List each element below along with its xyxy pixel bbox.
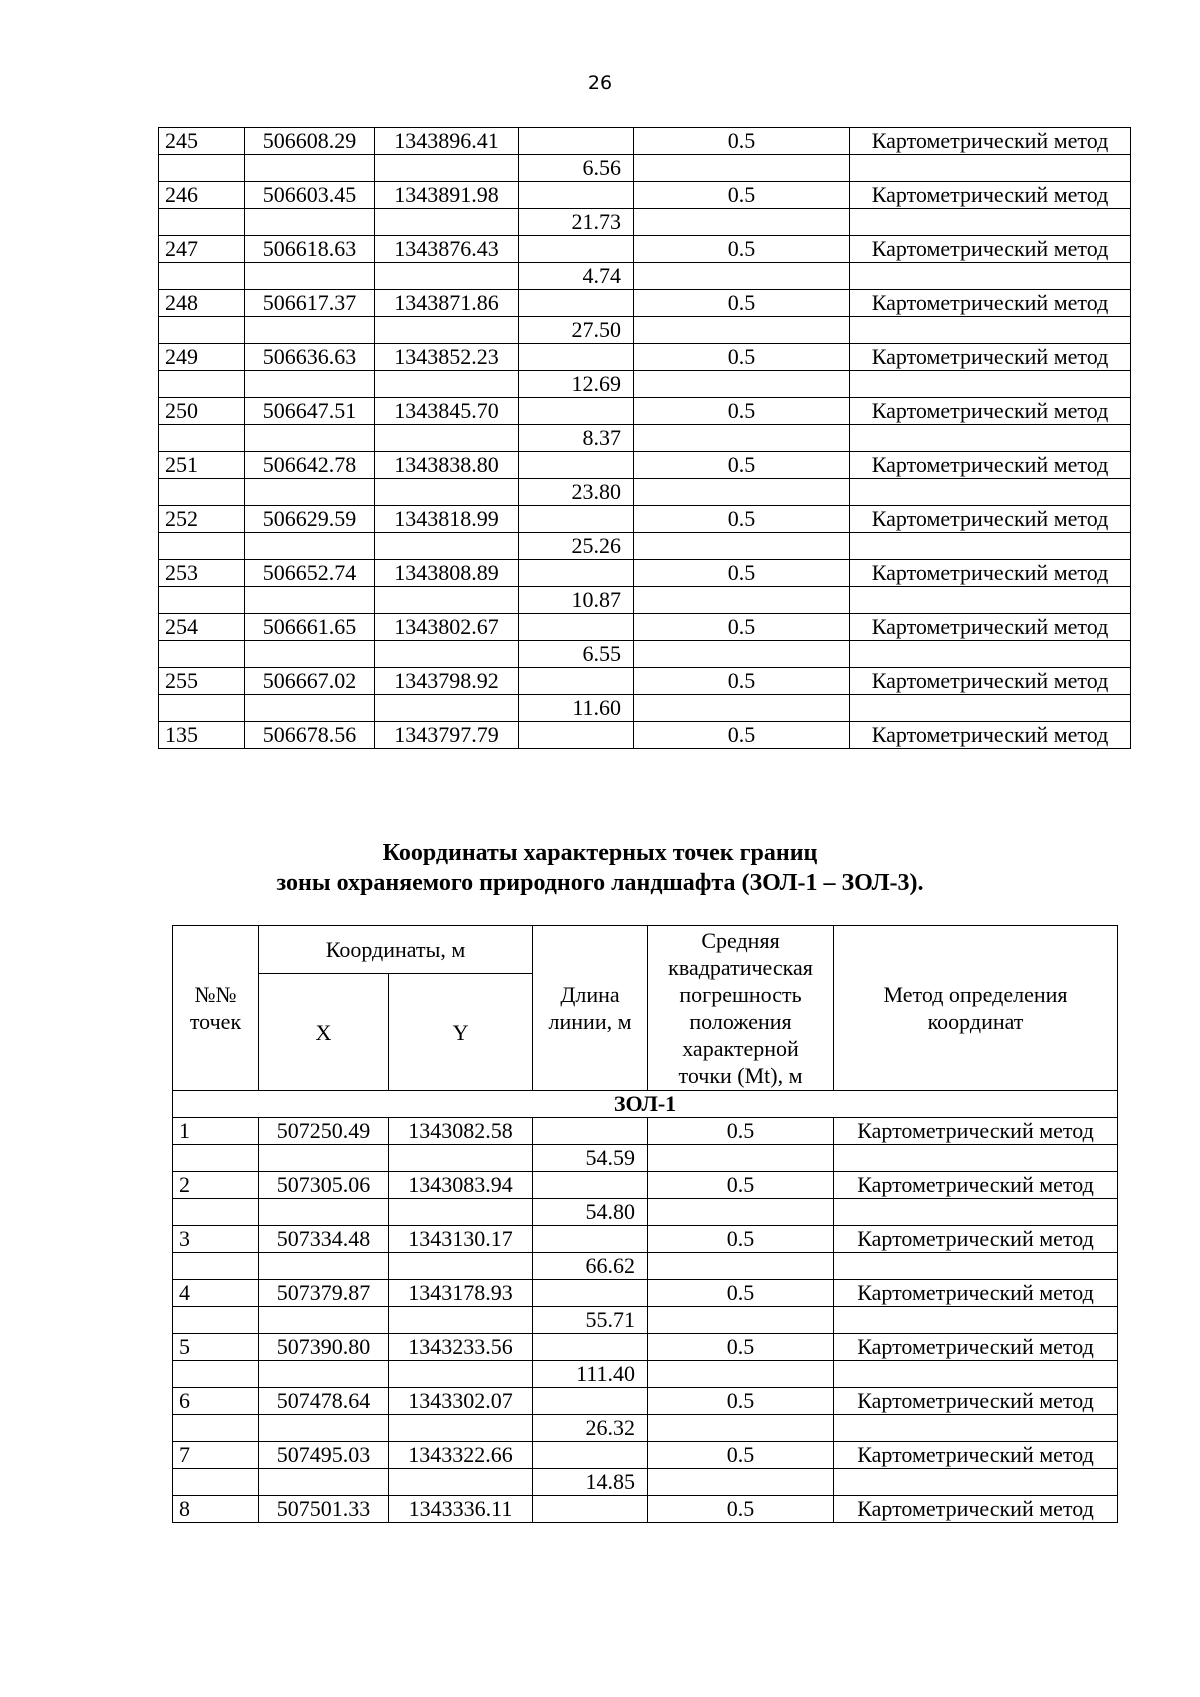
method: Картометрический метод — [834, 1388, 1118, 1415]
method: Картометрический метод — [850, 344, 1131, 371]
method: Картометрический метод — [850, 128, 1131, 155]
empty-cell — [850, 209, 1131, 236]
table2-body — [173, 1091, 1118, 1523]
header-coordinates: Координаты, м — [259, 926, 533, 974]
empty-cell — [159, 425, 245, 452]
point-row — [173, 1280, 1118, 1307]
length-row — [159, 533, 1131, 560]
coord-x: 506647.51 — [245, 398, 375, 425]
empty-cell — [375, 317, 519, 344]
method: Картометрический метод — [834, 1226, 1118, 1253]
mean-error: 0.5 — [648, 1442, 834, 1469]
coord-x: 507495.03 — [259, 1442, 389, 1469]
method: Картометрический метод — [850, 452, 1131, 479]
empty-cell — [159, 695, 245, 722]
line-length: 8.37 — [519, 425, 634, 452]
empty-cell — [375, 587, 519, 614]
empty-cell — [259, 1469, 389, 1496]
empty-cell — [159, 371, 245, 398]
coord-x: 507501.33 — [259, 1496, 389, 1523]
empty-cell — [259, 1145, 389, 1172]
point-row — [159, 290, 1131, 317]
line-length: 21.73 — [519, 209, 634, 236]
coord-x: 506617.37 — [245, 290, 375, 317]
empty-cell — [159, 317, 245, 344]
mean-error: 0.5 — [648, 1388, 834, 1415]
length-row — [159, 263, 1131, 290]
line-length: 25.26 — [519, 533, 634, 560]
empty-cell — [634, 479, 850, 506]
mean-error: 0.5 — [634, 668, 850, 695]
coord-x: 507250.49 — [259, 1118, 389, 1145]
length-row — [159, 641, 1131, 668]
method: Картометрический метод — [850, 398, 1131, 425]
length-row — [173, 1253, 1118, 1280]
empty-cell — [389, 1145, 533, 1172]
coord-y: 1343322.66 — [389, 1442, 533, 1469]
empty-cell — [850, 533, 1131, 560]
line-length: 6.56 — [519, 155, 634, 182]
empty-cell — [389, 1361, 533, 1388]
point-row — [159, 506, 1131, 533]
empty-cell — [245, 371, 375, 398]
empty-cell — [159, 641, 245, 668]
empty-cell — [850, 425, 1131, 452]
line-length: 54.80 — [533, 1199, 648, 1226]
method: Картометрический метод — [834, 1496, 1118, 1523]
length-row — [173, 1307, 1118, 1334]
mean-error: 0.5 — [648, 1280, 834, 1307]
coord-x: 506678.56 — [245, 722, 375, 749]
empty-cell — [375, 425, 519, 452]
empty-cell — [634, 641, 850, 668]
empty-cell — [533, 1172, 648, 1199]
empty-cell — [850, 587, 1131, 614]
mean-error: 0.5 — [634, 722, 850, 749]
length-row — [159, 371, 1131, 398]
empty-cell — [245, 155, 375, 182]
empty-cell — [159, 479, 245, 506]
coord-y: 1343083.94 — [389, 1172, 533, 1199]
point-row — [173, 1118, 1118, 1145]
coord-y: 1343082.58 — [389, 1118, 533, 1145]
line-length: 54.59 — [533, 1145, 648, 1172]
coord-y: 1343178.93 — [389, 1280, 533, 1307]
empty-cell — [850, 263, 1131, 290]
coord-x: 506661.65 — [245, 614, 375, 641]
coordinates-table-continued — [158, 127, 1131, 749]
line-length: 27.50 — [519, 317, 634, 344]
header-point-no: №№ точек — [173, 926, 259, 1091]
coord-x: 506636.63 — [245, 344, 375, 371]
empty-cell — [634, 533, 850, 560]
empty-cell — [389, 1307, 533, 1334]
empty-cell — [375, 263, 519, 290]
empty-cell — [850, 641, 1131, 668]
length-row — [173, 1145, 1118, 1172]
coord-y: 1343797.79 — [375, 722, 519, 749]
point-row — [173, 1442, 1118, 1469]
empty-cell — [519, 236, 634, 263]
empty-cell — [245, 533, 375, 560]
empty-cell — [850, 155, 1131, 182]
point-row — [159, 344, 1131, 371]
line-length: 10.87 — [519, 587, 634, 614]
empty-cell — [389, 1253, 533, 1280]
point-number: 255 — [159, 668, 245, 695]
length-row — [159, 317, 1131, 344]
empty-cell — [159, 587, 245, 614]
empty-cell — [634, 317, 850, 344]
empty-cell — [375, 695, 519, 722]
line-length: 55.71 — [533, 1307, 648, 1334]
mean-error: 0.5 — [648, 1496, 834, 1523]
length-row — [173, 1415, 1118, 1442]
empty-cell — [533, 1226, 648, 1253]
point-number: 252 — [159, 506, 245, 533]
point-number: 245 — [159, 128, 245, 155]
empty-cell — [634, 209, 850, 236]
mean-error: 0.5 — [648, 1334, 834, 1361]
header-line-length: Длина линии, м — [533, 926, 648, 1091]
line-length: 11.60 — [519, 695, 634, 722]
empty-cell — [259, 1199, 389, 1226]
coord-y: 1343302.07 — [389, 1388, 533, 1415]
coord-y: 1343802.67 — [375, 614, 519, 641]
empty-cell — [173, 1307, 259, 1334]
point-number: 246 — [159, 182, 245, 209]
point-row — [159, 668, 1131, 695]
empty-cell — [533, 1118, 648, 1145]
point-row — [159, 182, 1131, 209]
page-number: 26 — [587, 72, 613, 94]
empty-cell — [648, 1253, 834, 1280]
length-row — [173, 1199, 1118, 1226]
point-row — [159, 128, 1131, 155]
coord-y: 1343845.70 — [375, 398, 519, 425]
mean-error: 0.5 — [634, 506, 850, 533]
point-number: 253 — [159, 560, 245, 587]
empty-cell — [173, 1199, 259, 1226]
method: Картометрический метод — [850, 722, 1131, 749]
header-y: Y — [389, 974, 533, 1091]
empty-cell — [245, 209, 375, 236]
point-number: 7 — [173, 1442, 259, 1469]
empty-cell — [634, 425, 850, 452]
line-length: 14.85 — [533, 1469, 648, 1496]
empty-cell — [173, 1415, 259, 1442]
header-method: Метод определения координат — [834, 926, 1118, 1091]
coord-x: 506629.59 — [245, 506, 375, 533]
empty-cell — [375, 155, 519, 182]
empty-cell — [389, 1415, 533, 1442]
mean-error: 0.5 — [634, 452, 850, 479]
empty-cell — [519, 614, 634, 641]
line-length: 66.62 — [533, 1253, 648, 1280]
empty-cell — [259, 1307, 389, 1334]
point-row — [159, 398, 1131, 425]
line-length: 111.40 — [533, 1361, 648, 1388]
empty-cell — [375, 479, 519, 506]
mean-error: 0.5 — [634, 290, 850, 317]
point-number: 2 — [173, 1172, 259, 1199]
point-number: 135 — [159, 722, 245, 749]
method: Картометрический метод — [850, 614, 1131, 641]
point-number: 250 — [159, 398, 245, 425]
point-row — [159, 236, 1131, 263]
point-number: 3 — [173, 1226, 259, 1253]
length-row — [159, 479, 1131, 506]
empty-cell — [634, 263, 850, 290]
header-x: X — [259, 974, 389, 1091]
length-row — [159, 155, 1131, 182]
empty-cell — [850, 695, 1131, 722]
coord-y: 1343336.11 — [389, 1496, 533, 1523]
method: Картометрический метод — [834, 1442, 1118, 1469]
point-row — [159, 614, 1131, 641]
empty-cell — [648, 1361, 834, 1388]
empty-cell — [634, 695, 850, 722]
coord-y: 1343808.89 — [375, 560, 519, 587]
empty-cell — [259, 1415, 389, 1442]
point-row — [159, 560, 1131, 587]
length-row — [173, 1361, 1118, 1388]
zol-coordinates-table — [172, 925, 1118, 1523]
line-length: 23.80 — [519, 479, 634, 506]
coord-x: 506642.78 — [245, 452, 375, 479]
empty-cell — [173, 1145, 259, 1172]
empty-cell — [245, 479, 375, 506]
coord-x: 506618.63 — [245, 236, 375, 263]
empty-cell — [159, 209, 245, 236]
point-row — [173, 1226, 1118, 1253]
coord-y: 1343233.56 — [389, 1334, 533, 1361]
coord-x: 506652.74 — [245, 560, 375, 587]
point-row — [173, 1334, 1118, 1361]
method: Картометрический метод — [850, 236, 1131, 263]
point-row — [159, 722, 1131, 749]
empty-cell — [159, 263, 245, 290]
coord-x: 507379.87 — [259, 1280, 389, 1307]
length-row — [159, 209, 1131, 236]
point-number: 5 — [173, 1334, 259, 1361]
empty-cell — [245, 317, 375, 344]
point-number: 4 — [173, 1280, 259, 1307]
coord-y: 1343876.43 — [375, 236, 519, 263]
point-number: 247 — [159, 236, 245, 263]
empty-cell — [245, 587, 375, 614]
coord-x: 507478.64 — [259, 1388, 389, 1415]
point-number: 249 — [159, 344, 245, 371]
method: Картометрический метод — [850, 668, 1131, 695]
empty-cell — [519, 560, 634, 587]
empty-cell — [648, 1145, 834, 1172]
coord-y: 1343852.23 — [375, 344, 519, 371]
mean-error: 0.5 — [634, 560, 850, 587]
method: Картометрический метод — [834, 1172, 1118, 1199]
empty-cell — [634, 371, 850, 398]
empty-cell — [375, 209, 519, 236]
empty-cell — [648, 1307, 834, 1334]
empty-cell — [159, 533, 245, 560]
empty-cell — [389, 1199, 533, 1226]
header-mean-error: Средняя квадратическая погрешность положения характерной точки (Mt), м — [648, 926, 834, 1091]
point-row — [173, 1388, 1118, 1415]
line-length: 12.69 — [519, 371, 634, 398]
empty-cell — [245, 695, 375, 722]
empty-cell — [648, 1469, 834, 1496]
mean-error: 0.5 — [634, 614, 850, 641]
empty-cell — [173, 1361, 259, 1388]
method: Картометрический метод — [834, 1118, 1118, 1145]
section-title — [0, 838, 1200, 898]
empty-cell — [519, 398, 634, 425]
mean-error: 0.5 — [634, 398, 850, 425]
empty-cell — [834, 1469, 1118, 1496]
point-number: 254 — [159, 614, 245, 641]
method: Картометрический метод — [850, 506, 1131, 533]
empty-cell — [519, 290, 634, 317]
coord-x: 507334.48 — [259, 1226, 389, 1253]
empty-cell — [245, 263, 375, 290]
empty-cell — [634, 587, 850, 614]
empty-cell — [850, 317, 1131, 344]
method: Картометрический метод — [834, 1334, 1118, 1361]
empty-cell — [245, 425, 375, 452]
empty-cell — [533, 1388, 648, 1415]
empty-cell — [245, 641, 375, 668]
empty-cell — [375, 371, 519, 398]
point-row — [159, 452, 1131, 479]
empty-cell — [850, 479, 1131, 506]
method: Картометрический метод — [834, 1280, 1118, 1307]
length-row — [159, 425, 1131, 452]
empty-cell — [533, 1496, 648, 1523]
method: Картометрический метод — [850, 182, 1131, 209]
point-number: 1 — [173, 1118, 259, 1145]
coord-y: 1343896.41 — [375, 128, 519, 155]
empty-cell — [834, 1145, 1118, 1172]
section-title-line2: зоны охраняемого природного ландшафта (ЗОЛ-1 – ЗОЛ-3). — [276, 870, 924, 896]
point-row — [173, 1496, 1118, 1523]
table1-body — [159, 128, 1131, 749]
mean-error: 0.5 — [648, 1118, 834, 1145]
section-row-zol-1 — [173, 1091, 1118, 1118]
empty-cell — [648, 1415, 834, 1442]
length-row — [173, 1469, 1118, 1496]
empty-cell — [648, 1199, 834, 1226]
empty-cell — [159, 155, 245, 182]
empty-cell — [259, 1361, 389, 1388]
empty-cell — [259, 1253, 389, 1280]
coord-y: 1343838.80 — [375, 452, 519, 479]
empty-cell — [533, 1334, 648, 1361]
section-title-line1: Координаты характерных точек границ — [382, 840, 818, 866]
section-label: ЗОЛ-1 — [173, 1091, 1118, 1118]
method: Картометрический метод — [850, 290, 1131, 317]
mean-error: 0.5 — [634, 344, 850, 371]
empty-cell — [834, 1415, 1118, 1442]
empty-cell — [519, 182, 634, 209]
empty-cell — [834, 1199, 1118, 1226]
line-length: 6.55 — [519, 641, 634, 668]
point-number: 248 — [159, 290, 245, 317]
empty-cell — [519, 344, 634, 371]
empty-cell — [375, 641, 519, 668]
mean-error: 0.5 — [634, 236, 850, 263]
mean-error: 0.5 — [634, 128, 850, 155]
method: Картометрический метод — [850, 560, 1131, 587]
empty-cell — [834, 1361, 1118, 1388]
empty-cell — [173, 1253, 259, 1280]
mean-error: 0.5 — [648, 1226, 834, 1253]
coord-y: 1343891.98 — [375, 182, 519, 209]
coord-y: 1343798.92 — [375, 668, 519, 695]
empty-cell — [519, 722, 634, 749]
point-number: 251 — [159, 452, 245, 479]
empty-cell — [375, 533, 519, 560]
coord-x: 506603.45 — [245, 182, 375, 209]
length-row — [159, 587, 1131, 614]
empty-cell — [533, 1280, 648, 1307]
coord-x: 507390.80 — [259, 1334, 389, 1361]
mean-error: 0.5 — [648, 1172, 834, 1199]
empty-cell — [389, 1469, 533, 1496]
coord-y: 1343818.99 — [375, 506, 519, 533]
empty-cell — [519, 668, 634, 695]
coord-x: 506608.29 — [245, 128, 375, 155]
coord-x: 507305.06 — [259, 1172, 389, 1199]
empty-cell — [173, 1469, 259, 1496]
coord-x: 506667.02 — [245, 668, 375, 695]
coord-y: 1343871.86 — [375, 290, 519, 317]
empty-cell — [519, 452, 634, 479]
line-length: 26.32 — [533, 1415, 648, 1442]
empty-cell — [634, 155, 850, 182]
mean-error: 0.5 — [634, 182, 850, 209]
length-row — [159, 695, 1131, 722]
empty-cell — [834, 1307, 1118, 1334]
line-length: 4.74 — [519, 263, 634, 290]
point-row — [173, 1172, 1118, 1199]
empty-cell — [834, 1253, 1118, 1280]
empty-cell — [850, 371, 1131, 398]
empty-cell — [519, 128, 634, 155]
coord-y: 1343130.17 — [389, 1226, 533, 1253]
point-number: 6 — [173, 1388, 259, 1415]
empty-cell — [519, 506, 634, 533]
point-number: 8 — [173, 1496, 259, 1523]
empty-cell — [533, 1442, 648, 1469]
